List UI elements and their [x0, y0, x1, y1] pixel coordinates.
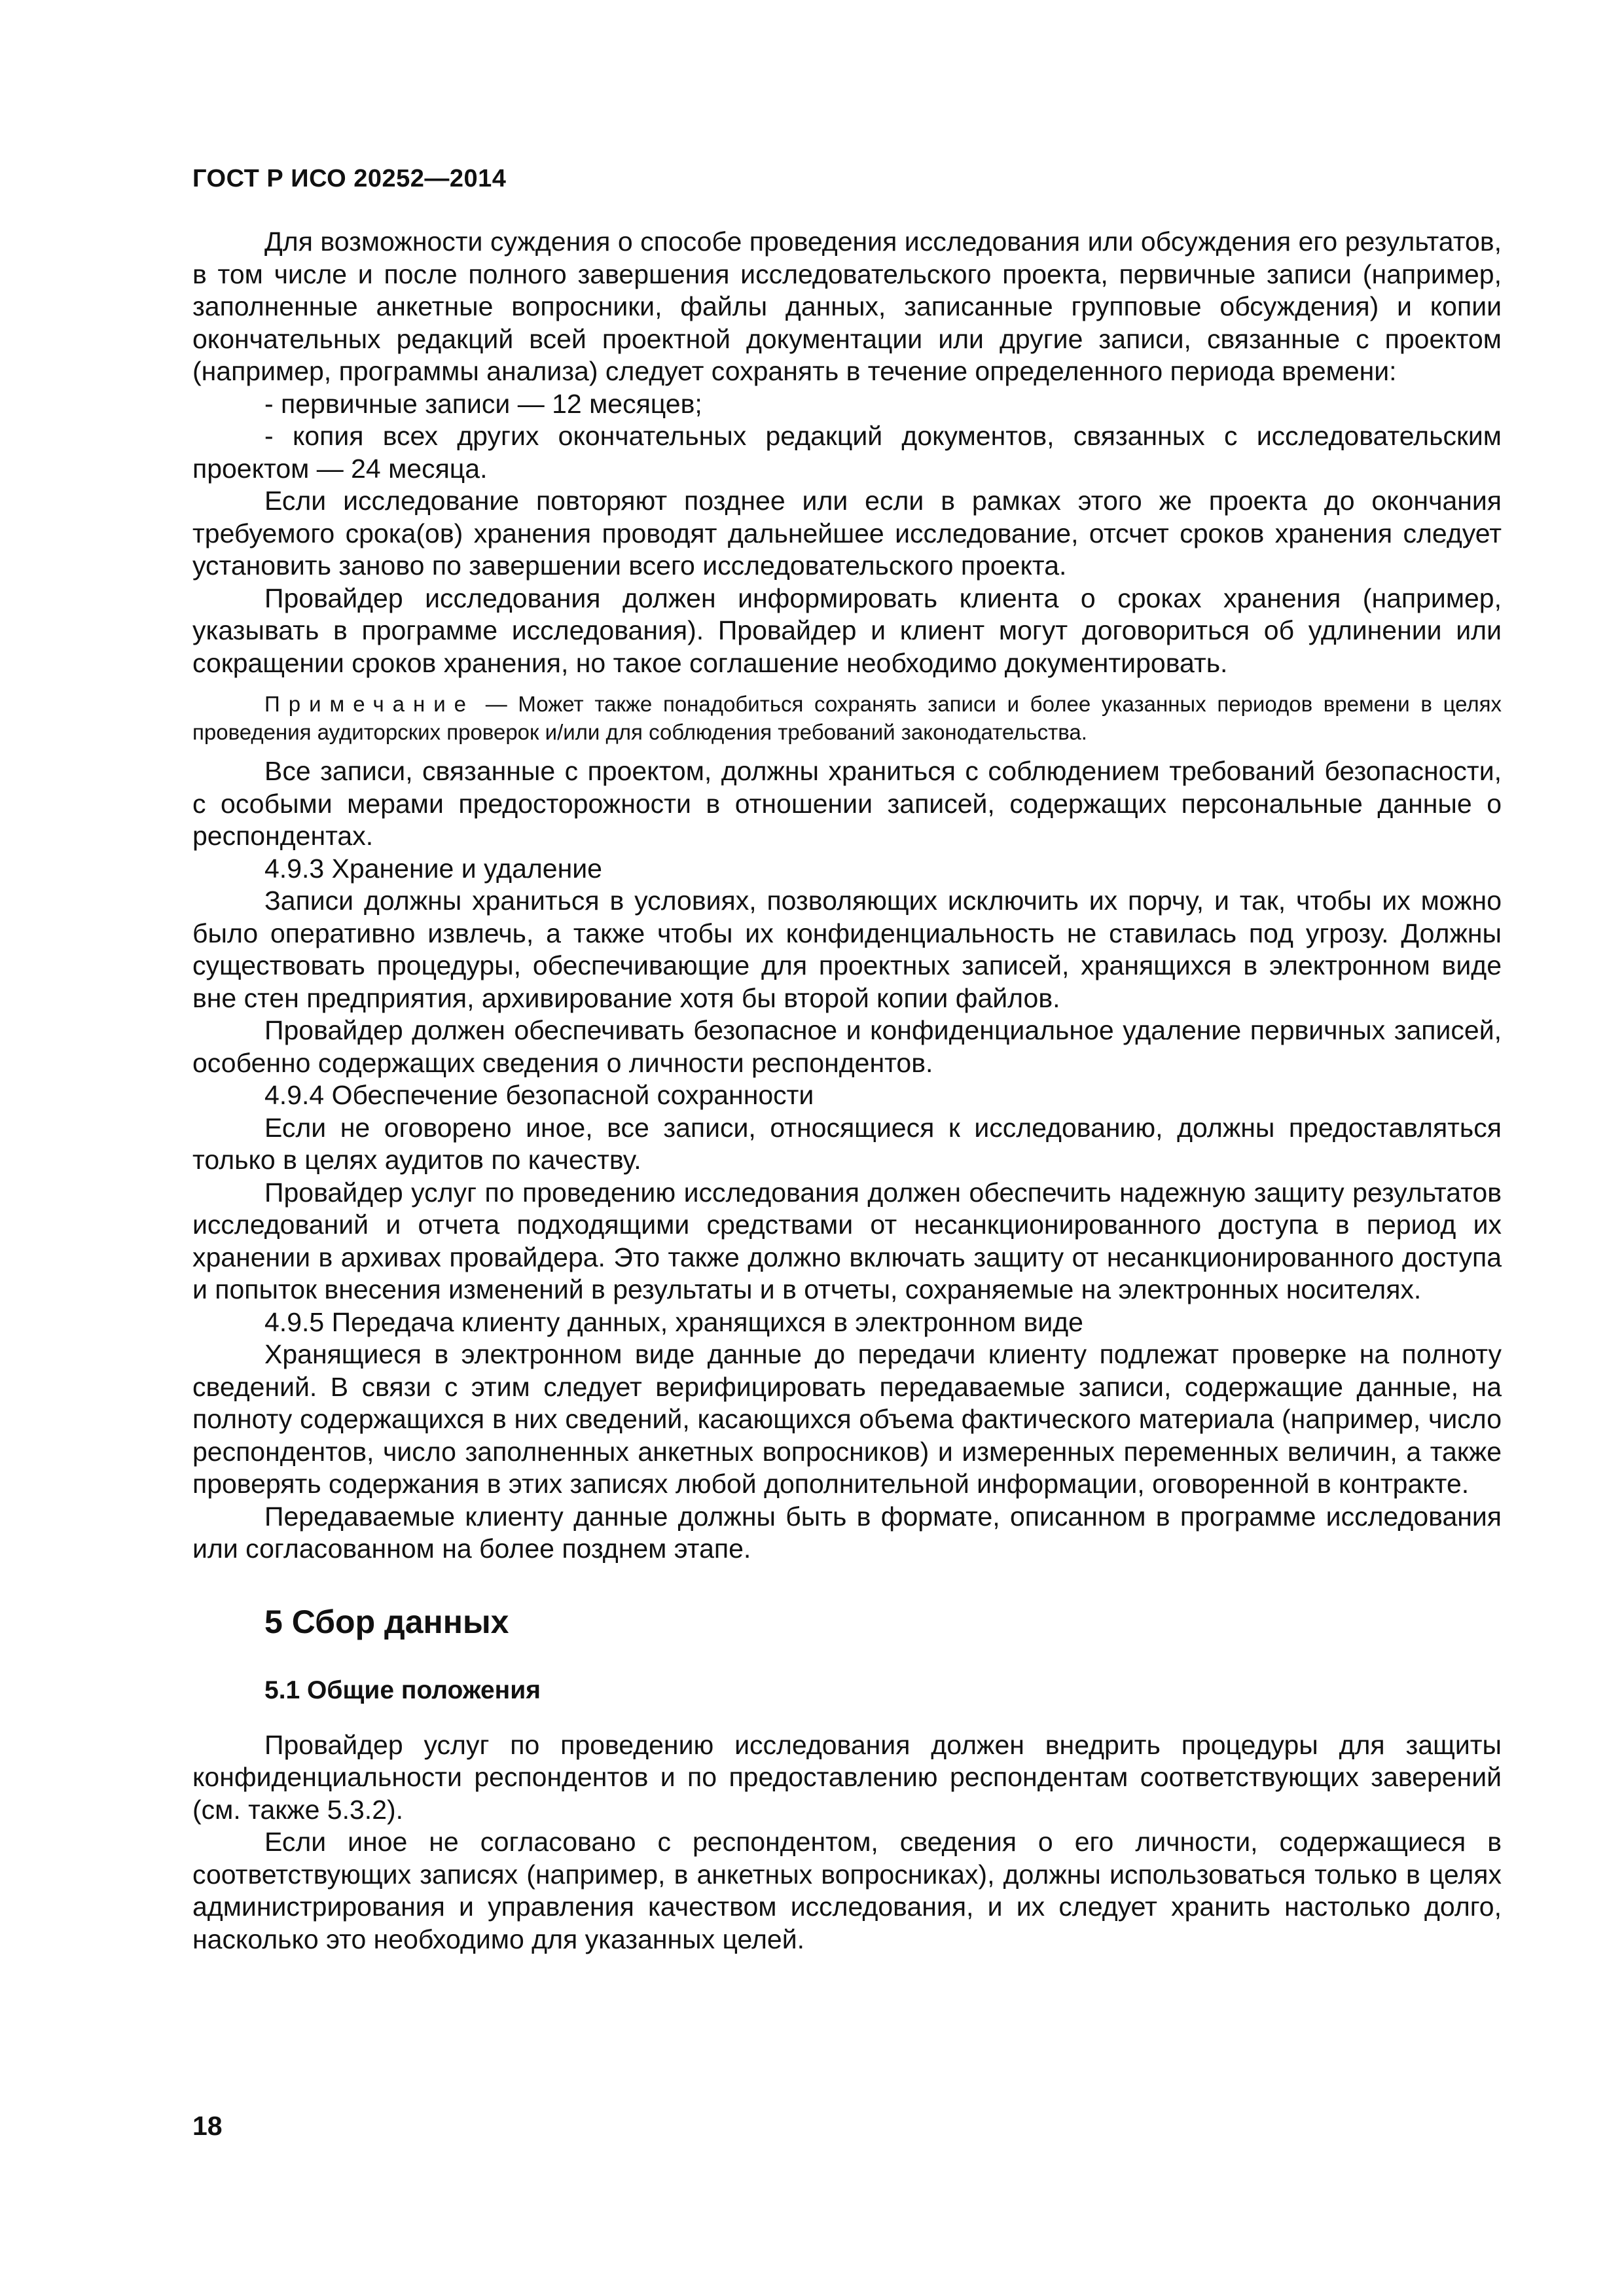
paragraph-protection: Провайдер услуг по проведению исследования должен обеспечить надежную защиту результатов исследований и отчета подходящими средствами от несанкционированного доступа в период их хранении в архивах провайдера. Это также должно включать защиту от несанкционированного доступа и попыток внесения изменений в результаты и в отчеты, сохраняемые на электронных носителях.	[192, 1177, 1502, 1304]
section-title: 5 Сбор данных	[264, 1603, 509, 1640]
paragraph-repeat-study: Если исследование повторяют позднее или если в рамках этого же проекта до окончания требуемого срока(ов) хранения проводят дальнейшее исследование, отсчет сроков хранения следует установить заново по завершении всего исследовательского проекта.	[192, 486, 1502, 581]
paragraph-confidentiality: Провайдер услуг по проведению исследования должен внедрить процедуры для защиты конфиденциальности респондентов и по предоставлению респондентам соответствующих заверений (см. также 5.3.2).	[192, 1729, 1502, 1825]
page-content	[192, 226, 1502, 1956]
paragraph-data-format: Передаваемые клиенту данные должны быть в формате, описанном в программе исследования или согласованном на более позднем этапе.	[192, 1501, 1502, 1564]
note-label: Примечание	[264, 692, 475, 716]
list-item-other-documents: - копия всех других окончательных редакций документов, связанных с исследовательским проектом — 24 месяца.	[192, 421, 1502, 484]
paragraph-storage-conditions: Записи должны храниться в условиях, позволяющих исключить их порчу, и так, чтобы их можно было оперативно извлечь, а также чтобы их конфиденциальность не ставилась под угрозу. Должны существовать процедуры, обеспечивающие для проектных записей, хранящихся в электронном виде вне стен предприятия, архивирование хотя бы второй копии файлов.	[192, 886, 1502, 1013]
note	[192, 690, 1502, 746]
clause-heading-4-9-5: 4.9.5 Передача клиенту данных, хранящихся в электронном виде	[264, 1306, 1083, 1337]
page-number: 18	[192, 2111, 223, 2141]
paragraph-audit-access: Если не оговорено иное, все записи, относящиеся к исследованию, должны предоставляться только в целях аудитов по качеству.	[192, 1112, 1502, 1175]
document-header: ГОСТ Р ИСО 20252—2014	[192, 165, 507, 192]
paragraph-verification: Хранящиеся в электронном виде данные до передачи клиенту подлежат проверке на полноту сведений. В связи с этим следует верифицировать передаваемые записи, содержащие данные, на полноту содержащихся в них сведений, касающихся объема фактического материала (например, число респондентов, число заполненных анкетных вопросников) и измеренных переменных величин, а также проверять содержания в этих записях любой дополнительной информации, оговоренной в контракте.	[192, 1339, 1502, 1499]
note-text: — Может также понадобиться сохранять записи и более указанных периодов времени в целях проведения аудиторских проверок и/или для соблюдения требований законодательства.	[192, 692, 1502, 744]
paragraph-retention-intro: Для возможности суждения о способе проведения исследования или обсуждения его результатов, в том числе и после полного завершения исследовательского проекта, первичные записи (например, заполненные анкетные вопросники, файлы данных, записанные групповые обсуждения) и копии окончательных редакций всей проектной документации или другие записи, связанные с проектом (например, программы анализа) следует сохранять в течение определенного периода времени:	[192, 226, 1502, 386]
paragraph-identity-use: Если иное не согласовано с респондентом, сведения о его личности, содержащиеся в соответствующих записях (например, в анкетных вопросниках), должны использоваться только в целях администрирования и управления качеством исследования, и их следует хранить настолько долго, насколько это необходимо для указанных целей.	[192, 1827, 1502, 1954]
paragraph-inform-client: Провайдер исследования должен информировать клиента о сроках хранения (например, указывать в программе исследования). Провайдер и клиент могут договориться об удлинении или сокращении сроков хранения, но такое соглашение необходимо документировать.	[192, 583, 1502, 678]
paragraph-security: Все записи, связанные с проектом, должны храниться с соблюдением требований безопасности, с особыми мерами предосторожности в отношении записей, содержащих персональные данные о респондентах.	[192, 756, 1502, 851]
clause-heading-4-9-3: 4.9.3 Хранение и удаление	[264, 853, 602, 884]
paragraph-deletion: Провайдер должен обеспечивать безопасное и конфиденциальное удаление первичных записей, особенно содержащих сведения о личности респондентов.	[192, 1015, 1502, 1078]
clause-heading-4-9-4: 4.9.4 Обеспечение безопасной сохранности	[264, 1080, 814, 1110]
subsection-title: 5.1 Общие положения	[264, 1676, 541, 1704]
list-item-primary-records: - первичные записи — 12 месяцев;	[264, 388, 702, 419]
